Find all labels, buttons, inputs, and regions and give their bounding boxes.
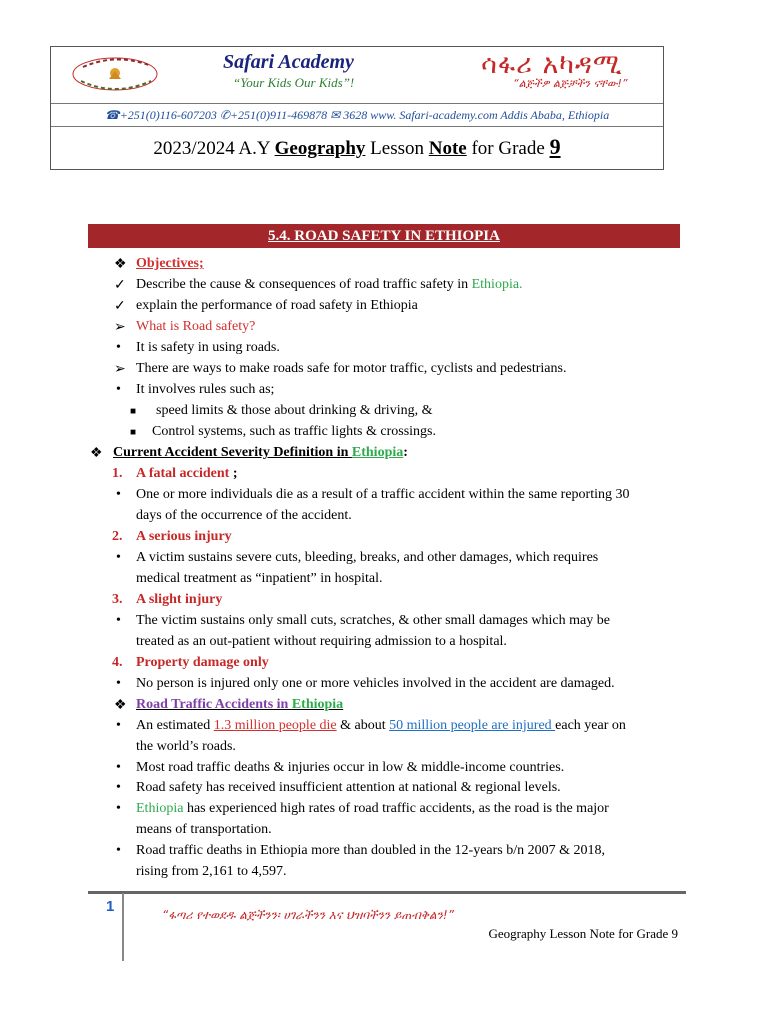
section-title: 5.4. ROAD SAFETY IN ETHIOPIA: [88, 224, 680, 248]
footer-vertical-divider: [122, 893, 124, 961]
amharic-tagline: “ልጅችዎ ልጅቻችን ናቸው!”: [513, 77, 628, 90]
list-item-continuation: days of the occurrence of the accident.: [136, 508, 352, 523]
page-number: 1: [106, 898, 115, 915]
header-box: [50, 46, 664, 170]
list-item-continuation: means of transportation.: [136, 822, 272, 837]
footer-divider: [88, 891, 686, 894]
safari-academy-logo: [69, 51, 249, 97]
list-item-continuation: treated as an out-patient without requiring admission to a hospital.: [136, 634, 507, 649]
footer-motto: “ፋጣሪ የተወደዱ ልጅችንን፡ ሀገራችንን እና ህዝባችንን ይጠብቅልን!”: [162, 908, 454, 922]
contact-info: ☎+251(0)116-607203 ✆+251(0)911-469878 ✉ 3628 www. Safari-academy.com Addis Ababa, Ethiopia: [51, 104, 663, 127]
logo-row: [51, 47, 663, 104]
brand-tagline: “Your Kids Our Kids”!: [233, 75, 355, 90]
footer-note: Geography Lesson Note for Grade 9: [488, 926, 678, 941]
list-item-continuation: the world’s roads.: [136, 739, 236, 754]
lesson-title: 2023/2024 A.Y Geography Lesson Note for Grade 9: [153, 134, 561, 159]
amharic-brand-name: ሳፋሪ አካዳሚ: [481, 49, 623, 80]
list-item-continuation: medical treatment as “inpatient” in hospital.: [136, 571, 383, 586]
list-item-continuation: rising from 2,161 to 4,597.: [136, 864, 287, 879]
brand-name: Safari Academy: [223, 51, 354, 73]
